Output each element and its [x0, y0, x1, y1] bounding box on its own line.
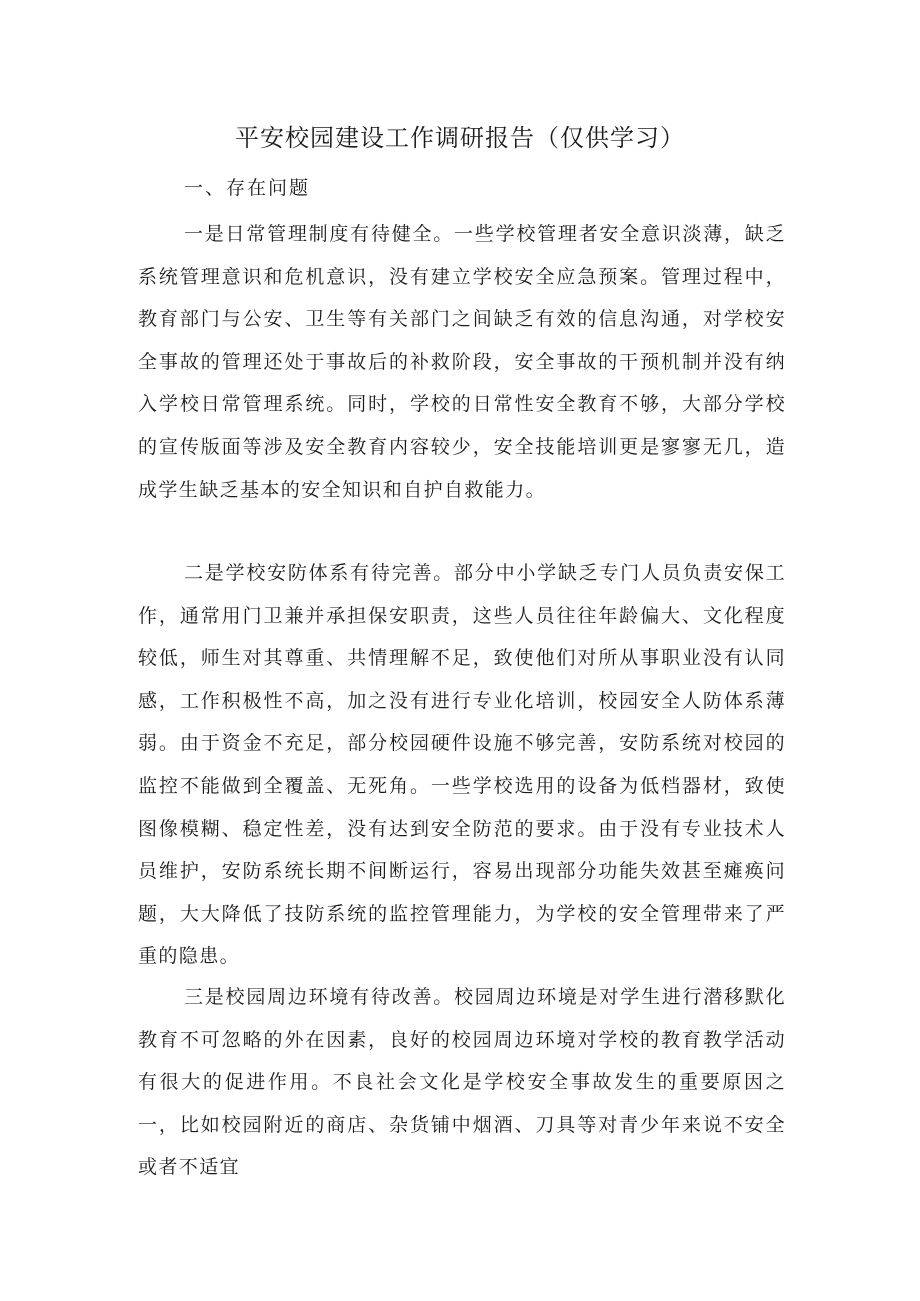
paragraph-campus-environment: 三是校园周边环境有待改善。校园周边环境是对学生进行潜移默化教育不可忽略的外在因素，良好的校园周边环境对学校的教育教学活动有很大的促进作用。不良社会文化是学校安全事故发生的重要原因之一，比如校园附近的商店、杂货铺中烟酒、刀具等对青少年来说不安全或者不适宜	[138, 986, 786, 1179]
paragraph-security-system: 二是学校安防体系有待完善。部分中小学缺乏专门人员负责安保工作，通常用门卫兼并承担保安职责，这些人员往往年龄偏大、文化程度较低，师生对其尊重、共情理解不足，致使他们对所从事职业没有认同感，工作积极性不高，加之没有进行专业化培训，校园安全人防体系薄弱。由于资金不充足，部分校园硬件设施不够完善，安防系统对校园的监控不能做到全覆盖、无死角。一些学校选用的设备为低档器材，致使图像模糊、稳定性差，没有达到安全防范的要求。由于没有专业技术人员维护，安防系统长期不间断运行，容易出现部分功能失效甚至瘫痪问题，大大降低了技防系统的监控管理能力，为学校的安全管理带来了严重的隐患。	[138, 562, 786, 968]
paragraph-daily-management: 一是日常管理制度有待健全。一些学校管理者安全意识淡薄，缺乏系统管理意识和危机意识，没有建立学校安全应急预案。管理过程中，教育部门与公安、卫生等有关部门之间缺乏有效的信息沟通，对学校安全事故的管理还处于事故后的补救阶段，安全事故的干预机制并没有纳入学校日常管理系统。同时，学校的日常性安全教育不够，大部分学校的宣传版面等涉及安全教育内容较少，安全技能培训更是寥寥无几，造成学生缺乏基本的安全知识和自护自救能力。	[138, 223, 786, 501]
document-title: 平安校园建设工作调研报告（仅供学习）	[235, 124, 685, 152]
section-heading: 一、存在问题	[184, 177, 311, 199]
